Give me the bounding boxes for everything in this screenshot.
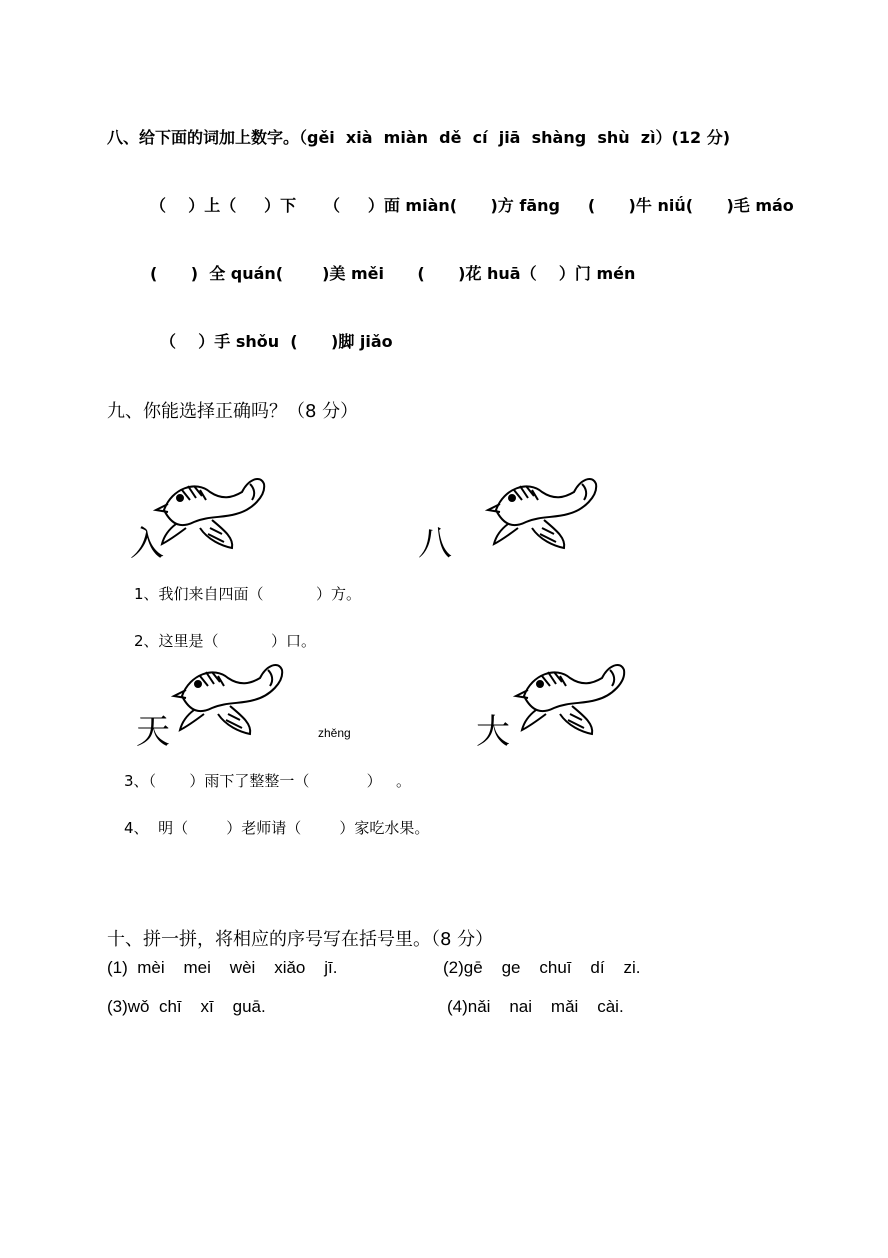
option-char-1: 入 [130, 524, 164, 564]
pinyin-item-3: (3)wǒ chī xī guā. [107, 997, 266, 1016]
section9-title: 九、你能选择正确吗？（8 分） [107, 401, 359, 422]
question-4: 4、 明（ ）老师请（ ）家吃水果。 [124, 819, 430, 837]
pinyin-item-1: (1) mèi mei wèi xiǎo jī. [107, 958, 338, 977]
section8-title: 八、给下面的词加上数字。（gěi xià miàn dě cí jiā shàng shù zì）(12 分) [107, 128, 731, 147]
option-char-3: 天 [136, 712, 170, 752]
question-3: 3、（ ）雨下了整整一（ ） 。 [124, 772, 411, 790]
bird-icon [170, 656, 288, 742]
section8-row1: （ ）上（ ）下 （ ）面 miàn( )方 fāng ( )牛 niǘ( )毛 máo [150, 196, 794, 215]
section8-row3: （ ）手 shǒu ( )脚 jiǎo [160, 332, 393, 351]
section10-title: 十、拼一拼，将相应的序号写在括号里。（8 分） [107, 929, 494, 950]
pinyin-item-2: (2)gē ge chuī dí zi. [443, 958, 641, 977]
option-char-2: 八 [418, 524, 452, 564]
bird-icon [484, 470, 602, 556]
pinyin-item-4: (4)nǎi nai mǎi cài. [447, 997, 624, 1016]
section8-row2: ( ) 全 quán( )美 měi ( )花 huā（ ）门 mén [150, 264, 636, 283]
pinyin-hint: zhěng [318, 726, 351, 740]
question-1: 1、我们来自四面（ ）方。 [134, 585, 361, 603]
bird-icon [152, 470, 270, 556]
question-2: 2、这里是（ ）口。 [134, 632, 316, 650]
bird-icon [512, 656, 630, 742]
option-char-4: 大 [476, 712, 510, 752]
